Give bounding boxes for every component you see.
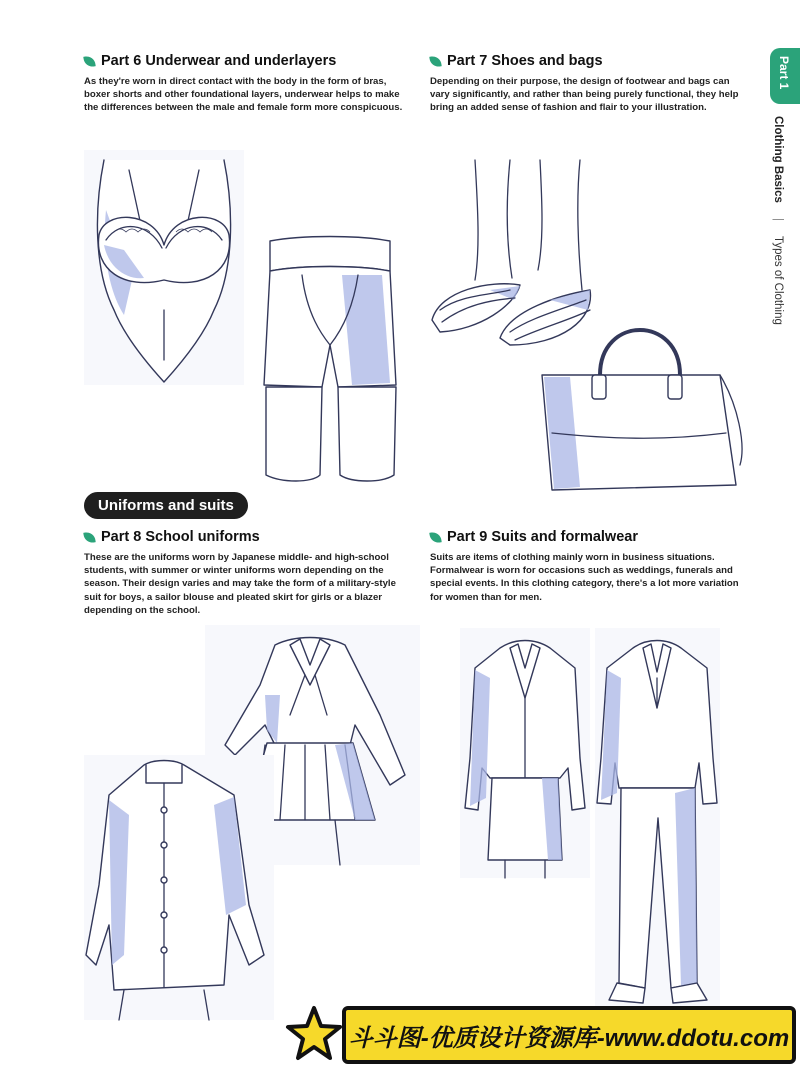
gakuran-illustration — [84, 755, 274, 1020]
part6-title: Part 6 Underwear and underlayers — [101, 53, 337, 69]
leaf-icon — [429, 55, 441, 67]
bra-illustration — [84, 150, 244, 385]
leaf-icon — [83, 55, 95, 67]
part9-body: Suits are items of clothing mainly worn in business situations. Formalwear is worn for occasions such as weddings, funerals and special events. In this clothing category, there's a lot more variation for women than for men. — [430, 552, 739, 603]
womens-suit-illustration — [460, 628, 590, 878]
uniforms-section-heading — [84, 492, 248, 519]
part8-title: Part 8 School uniforms — [101, 529, 260, 545]
chapter-label: Clothing Basics — [772, 116, 784, 203]
handbag-illustration — [540, 315, 748, 505]
part-tab[interactable] — [770, 48, 800, 104]
part8-body: These are the uniforms worn by Japanese middle- and high-school students, with summer or winter uniforms worn depending on the season. Their design varies and may take the form of a military-style suit for boys, a sailor blouse and pleated skirt for girls or a blazer depending on the school. — [84, 552, 396, 616]
nav-separator: | — [772, 218, 784, 221]
uniforms-pill: Uniforms and suits — [84, 492, 248, 519]
part9-title: Part 9 Suits and formalwear — [447, 529, 638, 545]
part7-body: Depending on their purpose, the design of footwear and bags can vary significantly, and rather than being purely functional, they help bring an added sense of fashion and flair to your illustration. — [430, 76, 739, 114]
leaf-icon — [83, 531, 95, 543]
leaf-icon — [429, 531, 441, 543]
part8-heading — [84, 529, 260, 545]
part-tab-label: Part 1 — [777, 56, 791, 90]
part7-heading — [430, 53, 603, 69]
boxer-shorts-illustration — [262, 235, 398, 485]
subchapter-label: Types of Clothing — [772, 236, 784, 325]
part6-body: As they're worn in direct contact with the body in the form of bras, boxer shorts and other foundational layers, underwear helps to make the differences between the male and female form more conspicuous. — [84, 76, 403, 114]
part9-heading — [430, 529, 638, 545]
part7-title: Part 7 Shoes and bags — [447, 53, 603, 69]
watermark-text: 斗斗图-优质设计资源库-www.ddotu.com — [348, 1024, 790, 1052]
star-icon — [286, 1004, 342, 1066]
mens-suit-illustration — [595, 628, 720, 1008]
watermark-banner[interactable] — [342, 1006, 796, 1064]
part6-heading — [84, 53, 336, 69]
